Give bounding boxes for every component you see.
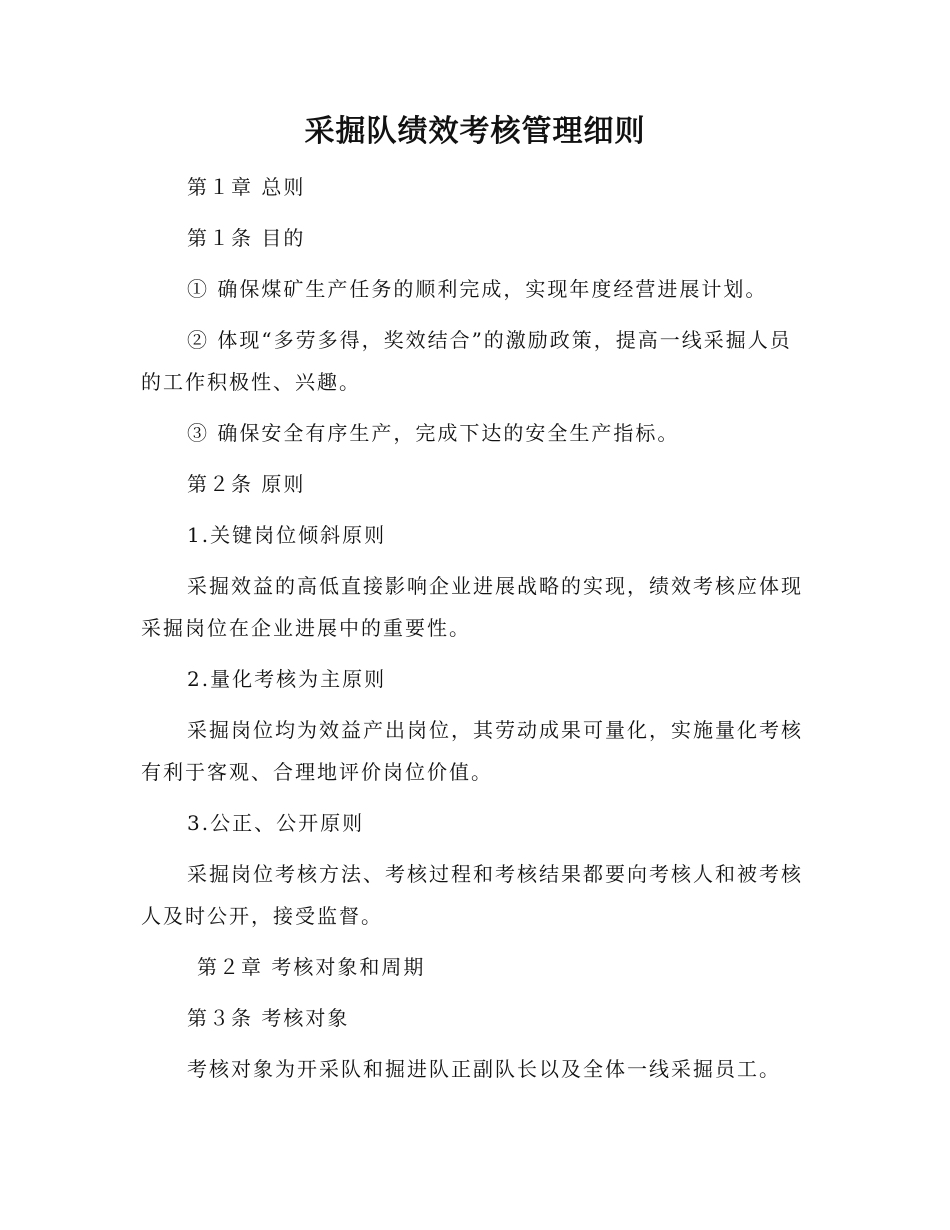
article-heading: 第２条 原则 [187,472,306,496]
section-heading: 2.量化考核为主原则 [187,667,387,691]
paragraph: 采掘岗位考核方法、考核过程和考核结果都要向考核人和被考核人及时公开，接受监督。 [141,862,803,928]
paragraph: 采掘岗位均为效益产出岗位，其劳动成果可量化，实施量化考核有利于客观、合理地评价岗位价值。 [141,718,803,784]
article-heading: 第１条 目的 [187,226,306,250]
paragraph: ③ 确保安全有序生产，完成下达的安全生产指标。 [187,421,680,445]
chapter-heading: 第１章 总则 [187,175,306,199]
document-body [141,166,809,1099]
paragraph: 考核对象为开采队和掘进队正副队长以及全体一线采掘员工。 [187,1057,781,1081]
document-title: 采掘队绩效考核管理细则 [304,114,646,149]
paragraph: 采掘效益的高低直接影响企业进展战略的实现，绩效考核应体现采掘岗位在企业进展中的重要性。 [141,574,803,640]
paragraph: ① 确保煤矿生产任务的顺利完成，实现年度经营进展计划。 [187,277,768,301]
paragraph: ② 体现“多劳多得，奖效结合”的激励政策，提高一线采掘人员的工作积极性、兴趣。 [141,328,792,394]
chapter-heading: 第２章 考核对象和周期 [197,955,426,979]
section-heading: 3.公正、公开原则 [187,811,365,835]
section-heading: 1.关键岗位倾斜原则 [187,523,387,547]
article-heading: 第３条 考核对象 [187,1006,350,1030]
